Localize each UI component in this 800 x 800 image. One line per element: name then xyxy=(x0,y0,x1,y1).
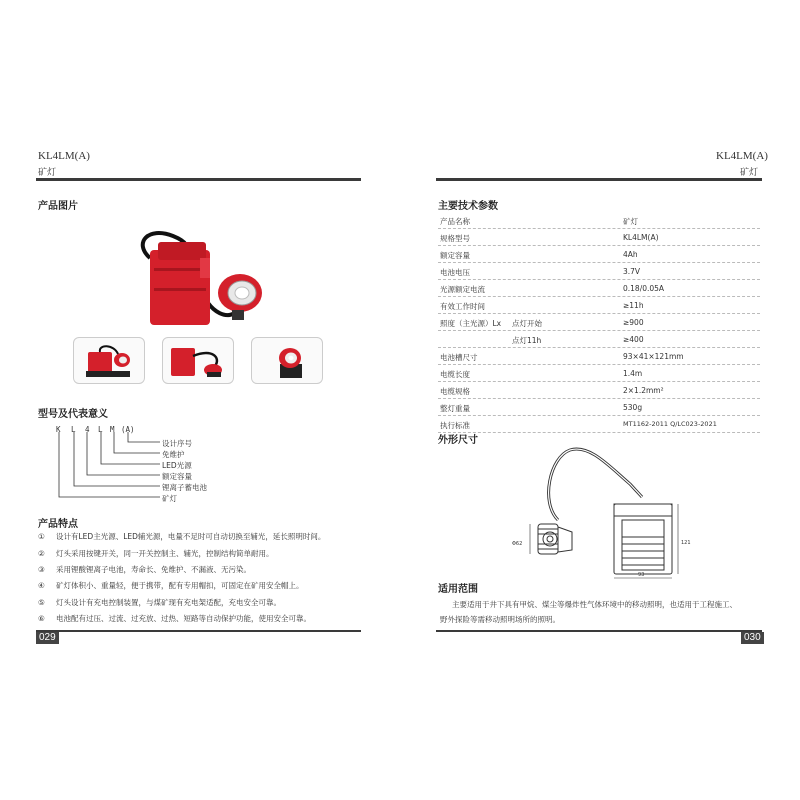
right-subtitle: 矿灯 xyxy=(740,168,759,178)
spec-row-2: 规格型号 KL4LM(A) xyxy=(438,228,760,246)
spec-row-10: 电缆长度 1.4m xyxy=(438,364,760,382)
mining-lamp-main-image xyxy=(128,228,278,328)
spec-row-7: 照度（主光源）Lx 点灯开始 ≥900 xyxy=(438,313,760,331)
model-code-bracket-lines xyxy=(50,432,165,502)
right-header-rule xyxy=(436,178,762,181)
right-footer-rule xyxy=(436,630,762,632)
spec-row-11: 电缆规格 2×1.2mm² xyxy=(438,381,760,399)
meaning-5: 锂离子蓄电池 xyxy=(162,483,207,492)
code-char-l: L xyxy=(71,425,76,434)
thumbnail-1 xyxy=(73,337,145,384)
dim-height: 121 xyxy=(681,540,691,546)
spec-row-5: 光源额定电流 0.18/0.05A xyxy=(438,279,760,297)
left-subtitle: 矿灯 xyxy=(38,168,57,178)
code-char-4: 4 xyxy=(85,425,90,434)
scope-title: 适用范围 xyxy=(438,584,478,595)
feature-item-4: ④ 矿灯体积小、重量轻，便于携带，配有专用帽扣，可固定在矿用安全帽上。 xyxy=(38,581,304,590)
meaning-2: 免维护 xyxy=(162,450,185,459)
right-page-number: 030 xyxy=(741,632,764,644)
feature-item-2: ② 灯头采用按键开关，同一开关控制主、辅光，控制结构简单耐用。 xyxy=(38,549,274,558)
code-char-k: K xyxy=(56,425,61,434)
spec-row-9: 电池槽尺寸 93×41×121mm xyxy=(438,347,760,365)
feature-item-3: ③ 采用锂酸锂离子电池，寿命长、免维护、不漏液、无污染。 xyxy=(38,565,251,574)
code-char-a: (A) xyxy=(121,425,135,434)
thumbnail-3 xyxy=(251,337,323,384)
spec-row-3: 额定容量 4Ah xyxy=(438,245,760,263)
left-model-heading: KL4LM(A) xyxy=(38,150,90,162)
left-page-number: 029 xyxy=(36,632,59,644)
feature-item-1: ① 设计有LED主光源、LED辅光源，电量不足时可自动切换至辅光，延长照明时间。 xyxy=(38,532,326,541)
right-model-heading: KL4LM(A) xyxy=(716,150,768,162)
thumbnail-2 xyxy=(162,337,234,384)
spec-row-4: 电池电压 3.7V xyxy=(438,262,760,280)
feature-item-5: ⑤ 灯头设计有充电控制装置，与煤矿现有充电架适配，充电安全可靠。 xyxy=(38,598,281,607)
meaning-4: 额定容量 xyxy=(162,472,192,481)
product-images-title: 产品图片 xyxy=(38,201,78,212)
code-char-l2: L xyxy=(98,425,103,434)
scope-line-1: 主要适用于井下具有甲烷、煤尘等爆炸性气体环境中的移动照明，也适用于工程施工、 xyxy=(452,600,737,609)
dimension-title: 外形尺寸 xyxy=(438,435,478,446)
code-char-m: M xyxy=(110,425,115,434)
meaning-6: 矿灯 xyxy=(162,494,177,503)
dimension-drawing xyxy=(510,442,690,582)
meaning-3: LED光源 xyxy=(162,461,192,470)
spec-row-12: 整灯重量 530g xyxy=(438,398,760,416)
spec-title: 主要技术参数 xyxy=(438,201,498,212)
scope-line-2: 野外探险等需移动照明场所的照明。 xyxy=(440,615,560,624)
features-title: 产品特点 xyxy=(38,519,78,530)
dim-lamp-diameter: Φ62 xyxy=(512,541,523,547)
spec-row-13: 执行标准 MT1162-2011 Q/LC023-2021 xyxy=(438,415,760,433)
dim-width: 93 xyxy=(638,572,645,578)
model-code-title: 型号及代表意义 xyxy=(38,409,108,420)
feature-item-6: ⑥ 电池配有过压、过流、过充放、过热、短路等自动保护功能，使用安全可靠。 xyxy=(38,614,311,623)
left-header-rule xyxy=(36,178,361,181)
meaning-1: 设计序号 xyxy=(162,439,192,448)
left-footer-rule xyxy=(36,630,361,632)
spec-row-1: 产品名称 矿灯 xyxy=(438,211,760,229)
spec-row-8: 点灯11h ≥400 xyxy=(438,330,760,348)
spec-row-6: 有效工作时间 ≥11h xyxy=(438,296,760,314)
